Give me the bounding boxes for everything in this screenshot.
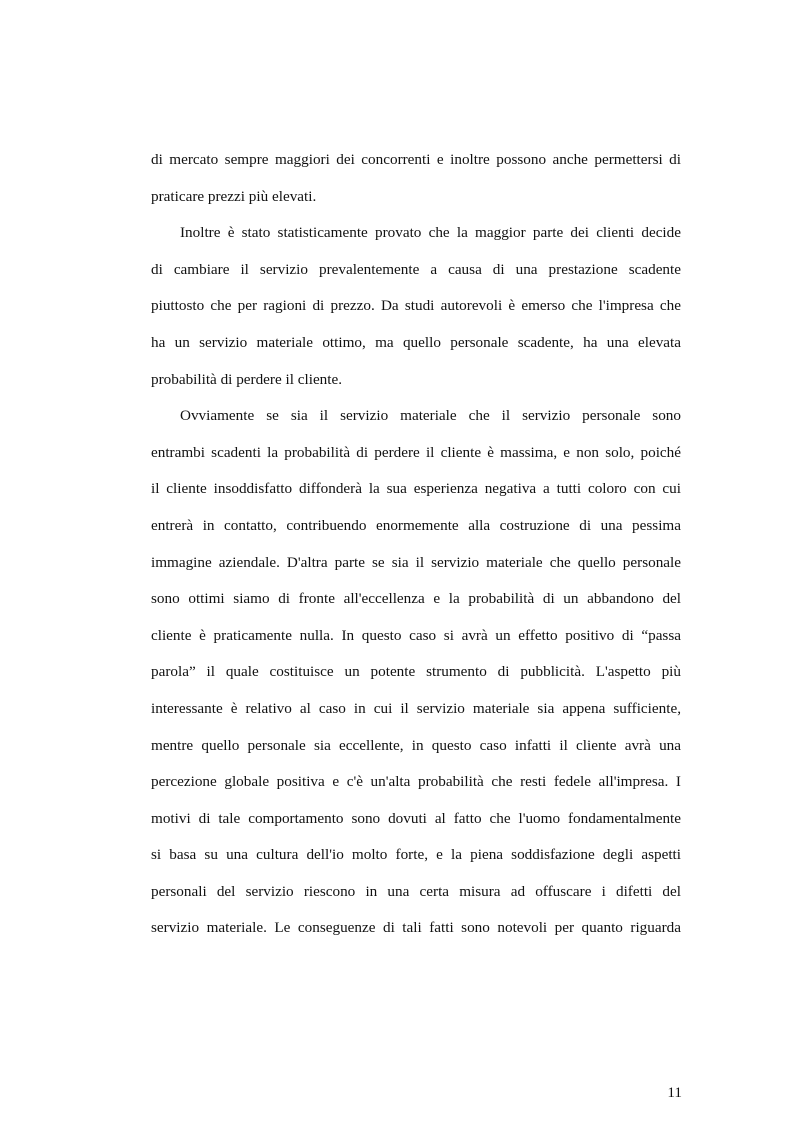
- text-line: personali del servizio riescono in una certa misura ad offuscare i difetti del: [151, 882, 681, 900]
- text-line: mentre quello personale sia eccellente, in questo caso infatti il cliente avrà una: [151, 736, 681, 754]
- text-line: si basa su una cultura dell'io molto forte, e la piena soddisfazione degli aspetti: [151, 846, 681, 864]
- text-line: motivi di tale comportamento sono dovuti al fatto che l'uomo fondamentalmente: [151, 809, 681, 827]
- text-line: percezione globale positiva e c'è un'alta probabilità che resti fedele all'impresa. I: [151, 773, 681, 791]
- text-line: entrambi scadenti la probabilità di perdere il cliente è massima, e non solo, poiché: [151, 443, 681, 461]
- text-line: servizio materiale. Le conseguenze di tali fatti sono notevoli per quanto riguarda: [151, 919, 681, 937]
- text-line: entrerà in contatto, contribuendo enormemente alla costruzione di una pessima: [151, 516, 681, 534]
- text-line: ha un servizio materiale ottimo, ma quello personale scadente, ha una elevata: [151, 333, 681, 351]
- text-line: sono ottimi siamo di fronte all'eccellenza e la probabilità di un abbandono del: [151, 590, 681, 608]
- text-line: di cambiare il servizio prevalentemente a causa di una prestazione scadente: [151, 260, 681, 278]
- page-number: 11: [667, 1084, 682, 1101]
- text-line: Inoltre è stato statisticamente provato che la maggior parte dei clienti decide: [180, 224, 681, 242]
- text-line: praticare prezzi più elevati.: [151, 187, 317, 205]
- text-line: piuttosto che per ragioni di prezzo. Da studi autorevoli è emerso che l'impresa che: [151, 297, 681, 315]
- text-line: cliente è praticamente nulla. In questo caso si avrà un effetto positivo di “passa: [151, 626, 681, 644]
- text-line: interessante è relativo al caso in cui il servizio materiale sia appena sufficiente,: [151, 699, 681, 717]
- text-line: probabilità di perdere il cliente.: [151, 370, 343, 388]
- text-line: il cliente insoddisfatto diffonderà la sua esperienza negativa a tutti coloro con cui: [151, 480, 681, 498]
- text-line: di mercato sempre maggiori dei concorrenti e inoltre possono anche permettersi di: [151, 151, 681, 168]
- text-line: Ovviamente se sia il servizio materiale che il servizio personale sono: [180, 407, 681, 425]
- text-line: immagine aziendale. D'altra parte se sia il servizio materiale che quello personale: [151, 553, 681, 571]
- text-line: parola” il quale costituisce un potente strumento di pubblicità. L'aspetto più: [151, 663, 681, 681]
- body-text: [151, 145, 681, 950]
